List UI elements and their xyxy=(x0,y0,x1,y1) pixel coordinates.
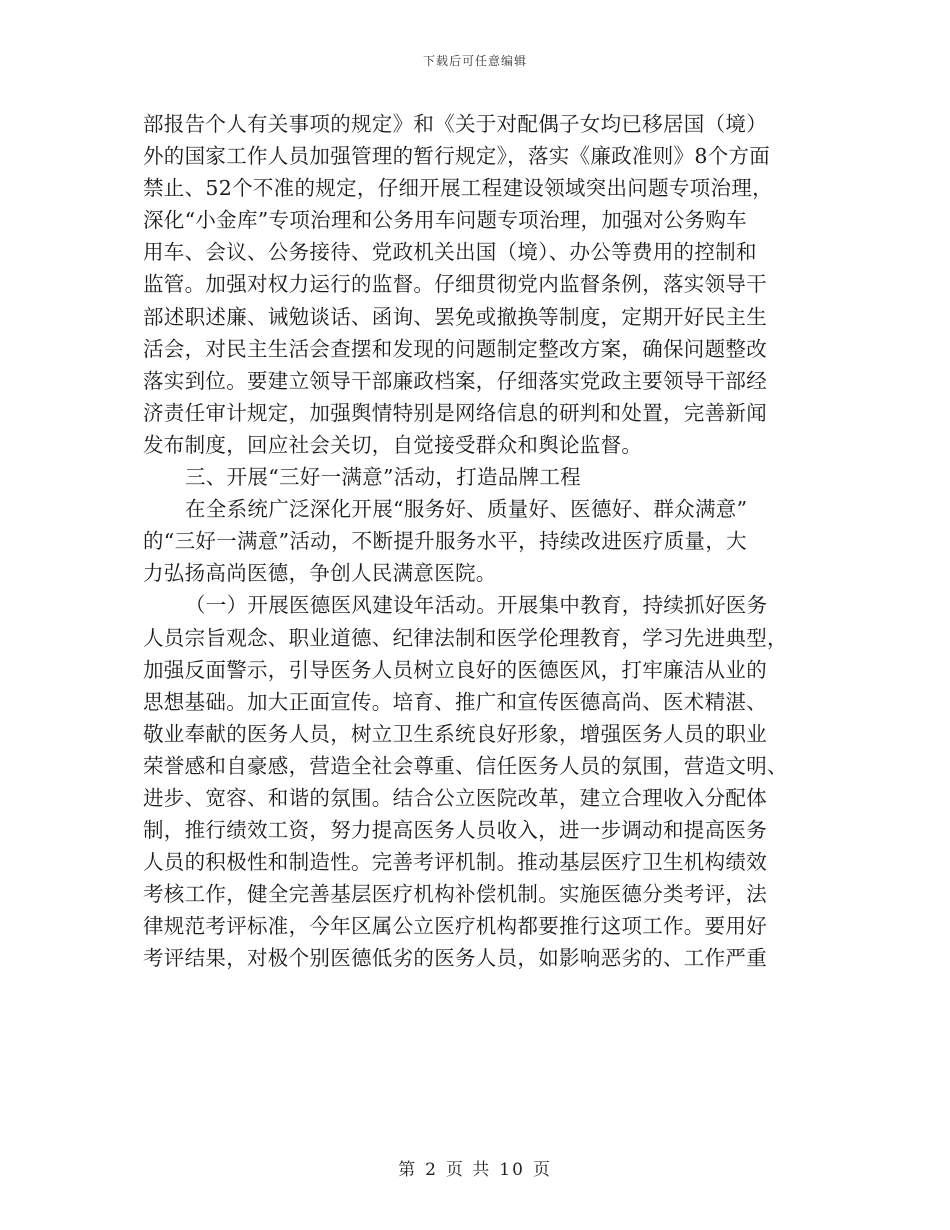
text-line: 发布制度，回应社会关切，自觉接受群众和舆论监督。 xyxy=(143,432,643,457)
text-line: 用车、会议、公务接待、党政机关出国（境）、办公等费用的控制和 xyxy=(143,240,757,265)
text-line: 思想基础。加大正面宣传。培育、推广和宣传医德高尚、医术精湛、 xyxy=(143,689,767,714)
text-line: 深化“小金库”专项治理和公务用车问题专项治理，加强对公务购车 xyxy=(143,208,747,233)
text-line: 部述职述廉、诫勉谈话、函询、罢免或撤换等制度，定期开好民主生 xyxy=(143,304,767,329)
footer-suffix: 页 xyxy=(532,1160,552,1180)
text-line: 考核工作，健全完善基层医疗机构补偿机制。实施医德分类考评，法 xyxy=(143,882,767,907)
text-line: 禁止、52个不准的规定，仔细开展工程建设领域突出问题专项治理， xyxy=(143,176,773,201)
text-line: 活会，对民主生活会查摆和发现的问题制定整改方案，确保问题整改 xyxy=(143,336,767,361)
text-line: 律规范考评标准，今年区属公立医疗机构都要推行这项工作。要用好 xyxy=(143,914,767,939)
footer-page-number: 2 xyxy=(425,1160,438,1180)
footer-total-pages: 10 xyxy=(499,1160,525,1180)
text-line: 人员的积极性和制造性。完善考评机制。推动基层医疗卫生机构绩效 xyxy=(143,850,767,875)
text-line: 落实到位。要建立领导干部廉政档案，仔细落实党政主要领导干部经 xyxy=(143,368,767,393)
text-line: （一）开展医德医风建设年活动。开展集中教育，持续抓好医务 xyxy=(185,593,768,618)
text-line: 考评结果，对极个别医德低劣的医务人员，如影响恶劣的、工作严重 xyxy=(143,946,767,971)
text-line: 荣誉感和自豪感，营造全社会尊重、信任医务人员的氛围，营造文明、 xyxy=(143,753,788,778)
text-line: 的“三好一满意”活动，不断提升服务水平，持续改进医疗质量，大 xyxy=(143,529,747,554)
document-body xyxy=(143,108,813,975)
page-footer xyxy=(0,1155,950,1180)
text-line: 敬业奉献的医务人员，树立卫生系统良好形象，增强医务人员的职业 xyxy=(143,721,767,746)
text-line: 加强反面警示，引导医务人员树立良好的医德医风，打牢廉洁从业的 xyxy=(143,657,767,682)
text-line: 济责任审计规定，加强舆情特别是网络信息的研判和处置，完善新闻 xyxy=(143,400,767,425)
text-line: 外的国家工作人员加强管理的暂行规定》，落实《廉政准则》8个方面 xyxy=(143,144,771,169)
text-line: 在全系统广泛深化开展“服务好、质量好、医德好、群众满意” xyxy=(185,497,748,522)
text-line: 监管。加强对权力运行的监督。仔细贯彻党内监督条例，落实领导干 xyxy=(143,272,767,297)
page-header: 下载后可任意编辑 xyxy=(422,54,527,68)
text-line: 进步、宽容、和谐的氛围。结合公立医院改革，建立合理收入分配体 xyxy=(143,785,767,810)
footer-prefix: 第 xyxy=(398,1160,418,1180)
text-line: 人员宗旨观念、职业道德、纪律法制和医学伦理教育，学习先进典型， xyxy=(143,625,788,650)
text-line: 力弘扬高尚医德，争创人民满意医院。 xyxy=(143,561,497,586)
text-line: 三、开展“三好一满意”活动，打造品牌工程 xyxy=(185,465,581,490)
text-line: 部报告个人有关事项的规定》和《关于对配偶子女均已移居国（境） xyxy=(143,112,767,136)
text-line: 制，推行绩效工资，努力提高医务人员收入，进一步调动和提高医务 xyxy=(143,818,767,843)
footer-middle: 页 共 xyxy=(445,1160,492,1180)
